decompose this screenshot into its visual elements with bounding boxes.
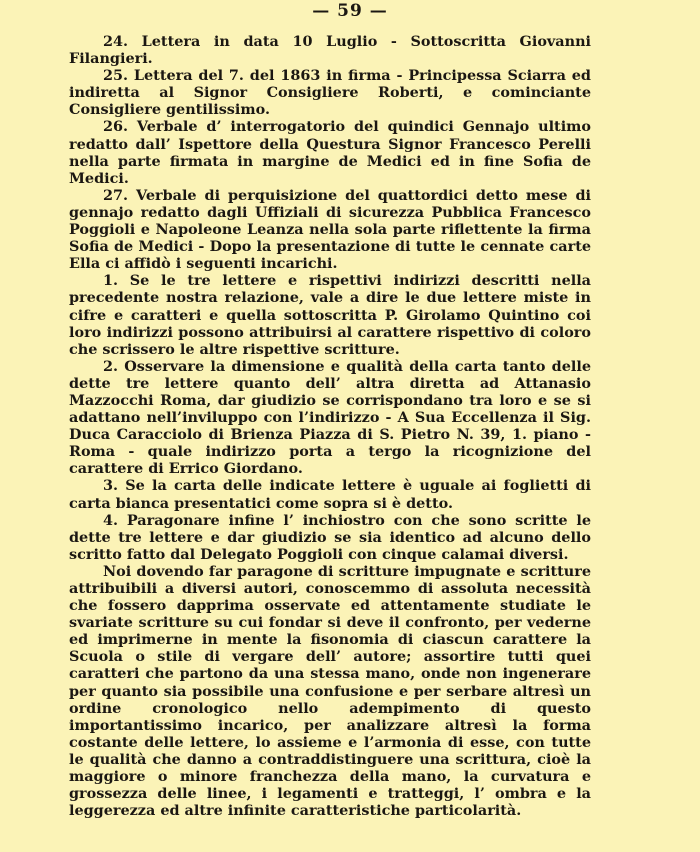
paragraph-task-3: 3. Se la carta delle indicate lettere è uguale ai foglietti di carta bianca presentatici come sopra si è detto. bbox=[69, 477, 591, 512]
paragraph-item-24: 24. Lettera in data 10 Luglio - Sottoscritta Giovanni Filangieri. bbox=[69, 33, 591, 68]
body-text bbox=[69, 33, 591, 819]
paragraph-task-2: 2. Osservare la dimensione e qualità della carta tanto delle dette tre lettere quanto dell’ altra diretta ad Attanasio Mazzocchi Roma, dar giudizio se corrispondano tra loro e se si adattano nell’inviluppo con l’indirizzo - A Sua Eccellenza il Sig. Duca Caracciolo di Brienza Piazza di S. Pietro N. 39, 1. piano - Roma - quale indirizzo porta a tergo la ricognizione del carattere di Errico Giordano. bbox=[69, 357, 591, 478]
paragraph-method: Noi dovendo far paragone di scritture impugnate e scritture attribuibili a diversi autori, conoscemmo di assoluta necessità che fossero dapprima osservate ed attentamente studiate le svariate scritture su cui fondar si deve il confronto, per vederne ed imprimerne in mente la fisonomia di ciascun carattere la Scuola o stile di vergare dell’ autore; assortire tutti quei caratteri che partono da una stessa mano, onde non ingenerare per quanto sia possibile una confusione e per serbare altresì un ordine cronologico nello adempimento di questo importantissimo incarico, per analizzare altresì la forma costante delle lettere, lo assieme e l’armonia di esse, con tutte le qualità che danno a contraddistinguere una scrittura, cioè la maggiore o minore franchezza della mano, la curvatura e grossezza delle linee, i legamenti e tratteggi, l’ ombra e la leggerezza ed altre infinite caratteristiche particolarità. bbox=[69, 562, 591, 820]
paragraph-item-25: 25. Lettera del 7. del 1863 in firma - Principessa Sciarra ed indiretta al Signor Consigliere Roberti, e cominciante Consigliere gentilissimo. bbox=[69, 67, 591, 119]
page-number: — 59 — bbox=[312, 1, 388, 21]
paragraph-task-1: 1. Se le tre lettere e rispettivi indirizzi descritti nella precedente nostra relazione, vale a dire le due lettere miste in cifre e caratteri e quella sottoscritta P. Girolamo Quintino coi loro indirizzi possono attribuirsi al carattere rispettivo di coloro che scrissero le altre rispettive scritture. bbox=[69, 272, 591, 358]
paragraph-item-26: 26. Verbale d’ interrogatorio del quindici Gennajo ultimo redatto dall’ Ispettore della Questura Signor Francesco Perelli nella parte firmata in margine de Medici ed in fine Sofia de Medici. bbox=[69, 118, 591, 187]
paragraph-item-27: 27. Verbale di perquisizione del quattordici detto mese di gennajo redatto dagli Uffiziali di sicurezza Pubblica Francesco Poggioli e Napoleone Leanza nella sola parte riflettente la firma Sofia de Medici - Dopo la presentazione di tutte le cennate carte Ella ci affidò i seguenti incarichi. bbox=[69, 186, 591, 273]
paragraph-task-4: 4. Paragonare infine l’ inchiostro con che sono scritte le dette tre lettere e dar giudizio se sia identico ad alcuno dello scritto fatto dal Delegato Poggioli con cinque calamai diversi. bbox=[69, 511, 591, 563]
